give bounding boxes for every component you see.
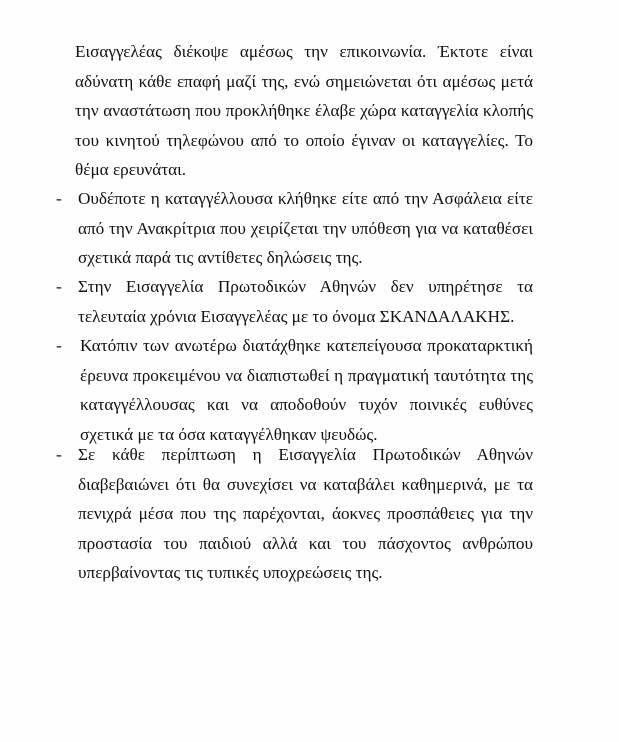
bullet-dash: - — [56, 336, 62, 355]
bullet-item — [56, 331, 533, 449]
bullet-dash: - — [56, 189, 62, 208]
bullet-text: Ουδέποτε η καταγγέλλουσα κλήθηκε είτε από την Ασφάλεια είτε από την Ανακρίτρια που χειρίζεται την υπόθεση για να καταθέσει σχετικά παρά τις αντίθετες δηλώσεις της. — [78, 189, 533, 267]
bullet-item — [56, 272, 533, 331]
bullet-text: Σε κάθε περίπτωση η Εισαγγελία Πρωτοδικών Αθηνών διαβεβαιώνει ότι θα συνεχίσει να καταβάλει καθημερινά, με τα πενιχρά μέσα που της παρέχονται, άοκνες προσπάθειες για την προστασία του παιδιού αλλά και του πάσχοντος ανθρώπου υπερβαίνοντας τις τυπικές υποχρεώσεις της. — [78, 445, 533, 582]
bullet-item — [56, 440, 533, 588]
bullet-text: Κατόπιν των ανωτέρω διατάχθηκε κατεπείγουσα προκαταρκτική έρευνα προκειμένου να διαπιστωθεί η πραγματική ταυτότητα της καταγγέλλουσας και να αποδοθούν τυχόν ποινικές ευθύνες σχετικά με τα όσα καταγγέλθηκαν ψευδώς. — [80, 336, 533, 444]
continuation-paragraph: Εισαγγελέας διέκοψε αμέσως την επικοινωνία. Έκτοτε είναι αδύνατη κάθε επαφή μαζί της, ενώ σημειώνεται ότι αμέσως μετά την αναστάτωση που προκλήθηκε έλαβε χώρα καταγγελία κλοπής του κινητού τηλεφώνου από το οποίο έγιναν οι καταγγελίες. Το θέμα ερευνάται. — [75, 42, 533, 179]
bullet-text: Στην Εισαγγελία Πρωτοδικών Αθηνών δεν υπηρέτησε τα τελευταία χρόνια Εισαγγελέας με το όνομα ΣΚΑΝΔΑΛΑΚΗΣ. — [78, 277, 533, 326]
bullet-dash: - — [56, 445, 62, 464]
bullet-item — [56, 184, 533, 273]
bullet-dash: - — [56, 277, 62, 296]
